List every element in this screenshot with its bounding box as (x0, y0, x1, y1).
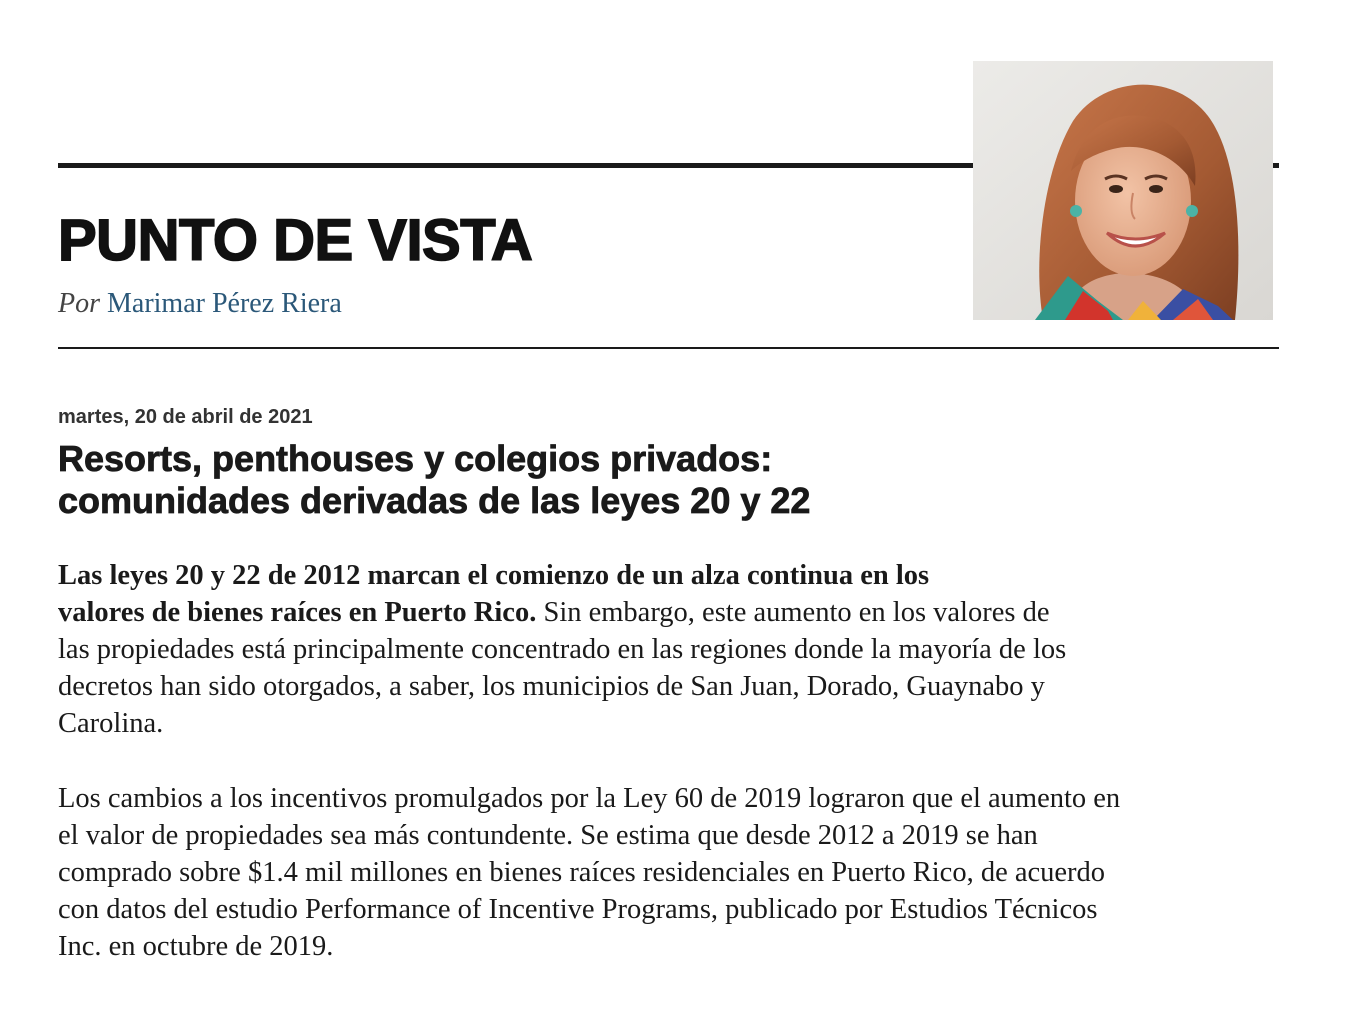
paragraph-line: Carolina. (58, 708, 164, 739)
lead-line: Las leyes 20 y 22 de 2012 marcan el comienzo de un alza continua en los (58, 560, 930, 591)
paragraph-line: Los cambios a los incentivos promulgados por la Ley 60 de 2019 lograron que el aumento en (58, 783, 1121, 814)
paragraph-line: el valor de propiedades sea más contundente. Se estima que desde 2012 a 2019 se han (58, 820, 1038, 851)
article-headline (58, 438, 1058, 522)
section-title: PUNTO DE VISTA (58, 208, 533, 273)
header-bottom-rule (58, 347, 1279, 349)
headline-line: Resorts, penthouses y colegios privados: (58, 438, 773, 479)
article-paragraph-2 (58, 780, 1288, 965)
author-photo (973, 61, 1273, 320)
author-link[interactable]: Marimar Pérez Riera (107, 288, 342, 319)
paragraph-line (58, 594, 1288, 631)
paragraph-text: Sin embargo, este aumento en los valores de (536, 597, 1050, 628)
lead-line-end: valores de bienes raíces en Puerto Rico. (58, 597, 537, 628)
paragraph-line: decretos han sido otorgados, a saber, los municipios de San Juan, Dorado, Guaynabo y (58, 671, 1045, 702)
byline (58, 284, 342, 324)
author-portrait-image (973, 61, 1273, 320)
article-paragraph-1 (58, 557, 1288, 742)
paragraph-line: comprado sobre $1.4 mil millones en bienes raíces residenciales en Puerto Rico, de acuerdo (58, 857, 1106, 888)
paragraph-line: con datos del estudio Performance of Incentive Programs, publicado por Estudios Técnicos (58, 894, 1098, 925)
article-date: martes, 20 de abril de 2021 (58, 406, 313, 428)
paragraph-line: las propiedades está principalmente concentrado en las regiones donde la mayoría de los (58, 634, 1067, 665)
byline-prefix: Por (58, 288, 100, 319)
paragraph-line: Inc. en octubre de 2019. (58, 931, 334, 962)
headline-line: comunidades derivadas de las leyes 20 y 22 (58, 480, 811, 521)
